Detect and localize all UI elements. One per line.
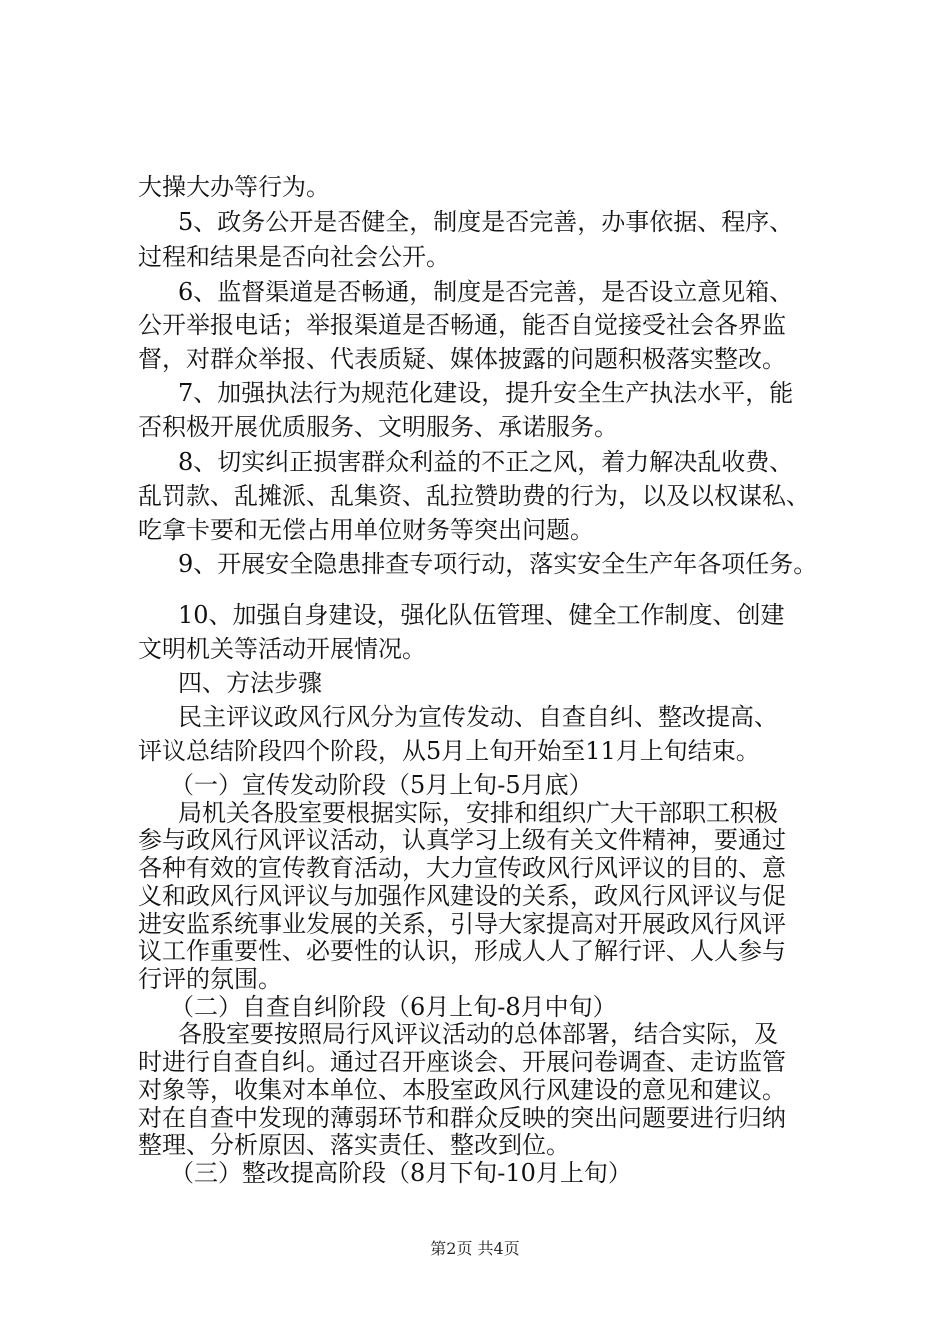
text-line: 民主评议政风行风分为宣传发动、自查自纠、整改提高、 <box>178 703 778 731</box>
text-line: 对在自查中发现的薄弱环节和群众反映的突出问题要进行归纳 <box>138 1104 786 1132</box>
text-line: 对象等，收集对本单位、本股室政风行风建设的意见和建议。 <box>138 1076 786 1104</box>
text-line: 大操大办等行为。 <box>138 173 330 201</box>
text-line: 督，对群众举报、代表质疑、媒体披露的问题积极落实整改。 <box>138 345 786 373</box>
text-line: 整理、分析原因、落实责任、整改到位。 <box>138 1131 570 1159</box>
text-line: 乱罚款、乱摊派、乱集资、乱拉赞助费的行为，以及以权谋私、 <box>138 482 810 510</box>
text-line: 公开举报电话；举报渠道是否畅通，能否自觉接受社会各界监 <box>138 311 786 339</box>
text-line: 过程和结果是否向社会公开。 <box>138 243 450 271</box>
page-footer: 第2页 共4页 <box>430 1239 520 1258</box>
subsection-heading: （一）宣传发动阶段（5月上旬-5月底） <box>170 771 593 799</box>
text-line: 6、监督渠道是否畅通，制度是否完善，是否设立意见箱、 <box>178 278 794 306</box>
text-line: 局机关各股室要根据实际，安排和组织广大干部职工积极 <box>178 799 778 827</box>
text-line: 时进行自查自纠。通过召开座谈会、开展问卷调查、走访监管 <box>138 1048 786 1076</box>
text-line: 行评的氛围。 <box>138 965 282 993</box>
text-line: 5、政务公开是否健全，制度是否完善，办事依据、程序、 <box>178 208 794 236</box>
text-line: 否积极开展优质服务、文明服务、承诺服务。 <box>138 413 618 441</box>
text-line: 各股室要按照局行风评议活动的总体部署，结合实际，及 <box>178 1020 778 1048</box>
text-line: 8、切实纠正损害群众利益的不正之风，着力解决乱收费、 <box>178 448 794 476</box>
text-line: 文明机关等活动开展情况。 <box>138 635 426 663</box>
text-line: 9、开展安全隐患排查专项行动，落实安全生产年各项任务。 <box>178 550 818 578</box>
subsection-heading: （三）整改提高阶段（8月下旬-10月上旬） <box>170 1159 632 1187</box>
subsection-heading: （二）自查自纠阶段（6月上旬-8月中旬） <box>170 993 617 1021</box>
text-line: 议工作重要性、必要性的认识，形成人人了解行评、人人参与 <box>138 937 786 965</box>
text-line: 参与政风行风评议活动，认真学习上级有关文件精神，要通过 <box>138 826 786 854</box>
text-line: 吃拿卡要和无偿占用单位财务等突出问题。 <box>138 516 594 544</box>
text-line: 评议总结阶段四个阶段，从5月上旬开始至11月上旬结束。 <box>138 737 760 765</box>
text-line: 7、加强执法行为规范化建设，提升安全生产执法水平，能 <box>178 379 794 407</box>
text-line: 义和政风行风评议与加强作风建设的关系，政风行风评议与促 <box>138 882 786 910</box>
text-line: 各种有效的宣传教育活动，大力宣传政风行风评议的目的、意 <box>138 854 786 882</box>
text-line: 10、加强自身建设，强化队伍管理、健全工作制度、创建 <box>178 601 785 629</box>
section-heading: 四、方法步骤 <box>178 669 322 697</box>
text-line: 进安监系统事业发展的关系，引导大家提高对开展政风行风评 <box>138 910 786 938</box>
